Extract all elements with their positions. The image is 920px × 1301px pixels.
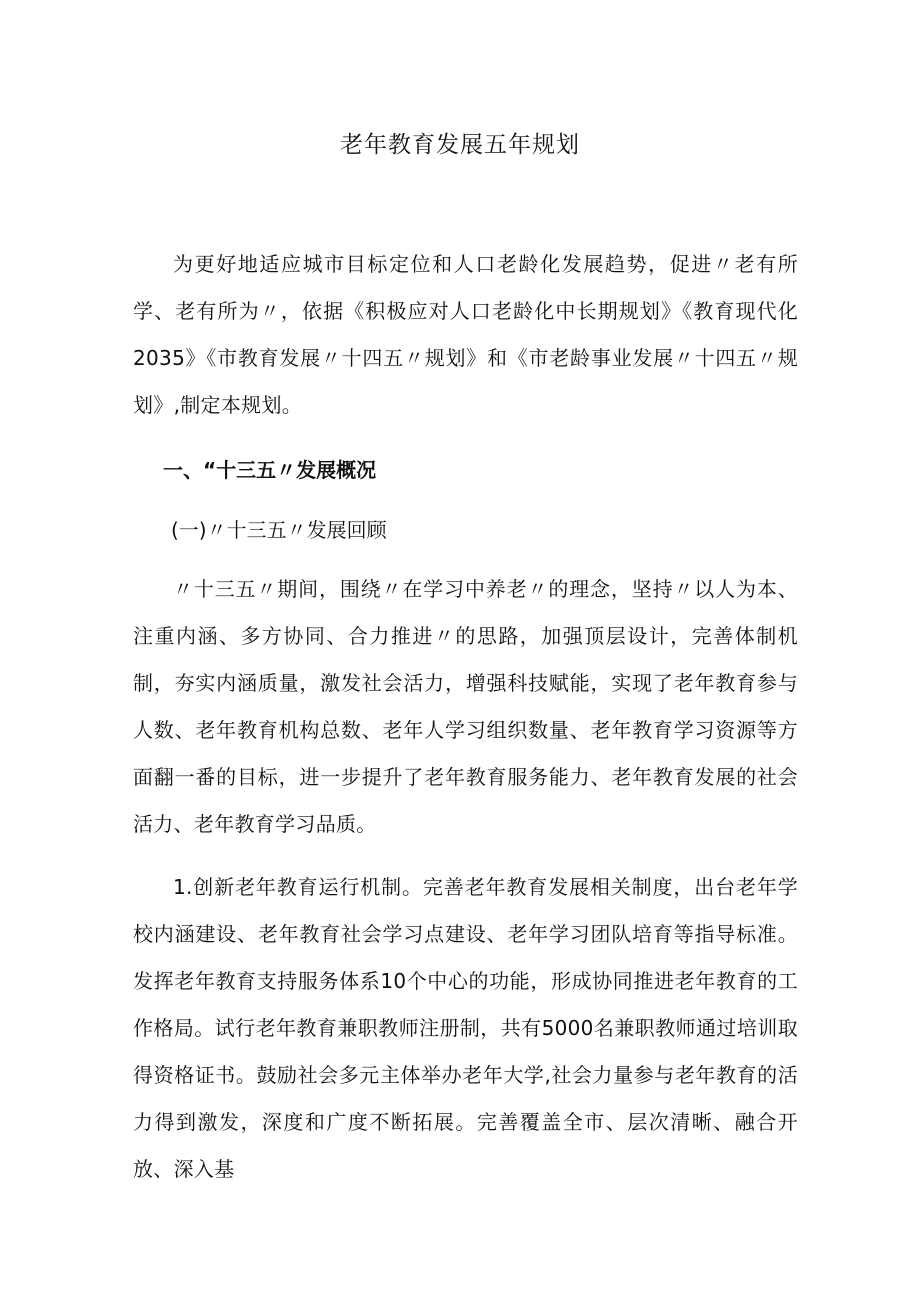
subsection-heading-review: (一)〃十三五〃发展回顾 <box>171 518 387 542</box>
section-heading-overview: 一、“十三五〃发展概况 <box>163 458 377 482</box>
document-title: 老年教育发展五年规划 <box>340 132 580 158</box>
review-paragraph: 〃十三五〃期间，围绕〃在学习中养老〃的理念，坚持〃以人为本、注重内涵、多方协同、合力推进〃的思路，加强顶层设计，完善体制机制，夯实内涵质量，激发社会活力，增强科技赋能，实现了老年教育参与人数、老年教育机构总数、老年人学习组织数量、老年教育学习资源等方面翻一番的目标，进一步提升了老年教育服务能力、老年教育发展的社会活力、老年教育学习品质。 <box>133 577 798 836</box>
item1-paragraph: 1.创新老年教育运行机制。完善老年教育发展相关制度，出台老年学校内涵建设、老年教育社会学习点建设、老年学习团队培育等指导标准。发挥老年教育支持服务体系10个中心的功能，形成协同推进老年教育的工作格局。试行老年教育兼职教师注册制，共有5000名兼职教师通过培训取得资格证书。鼓励社会多元主体举办老年大学,社会力量参与老年教育的活力得到激发，深度和广度不断拓展。完善覆盖全市、层次清晰、融合开放、深入基 <box>133 875 798 1181</box>
intro-paragraph: 为更好地适应城市目标定位和人口老龄化发展趋势，促进〃老有所学、老有所为〃，依据《积极应对人口老龄化中长期规划》《教育现代化2035》《市教育发展〃十四五〃规划》和《市老龄事业发展〃十四五〃规划》,制定本规划。 <box>133 252 798 417</box>
